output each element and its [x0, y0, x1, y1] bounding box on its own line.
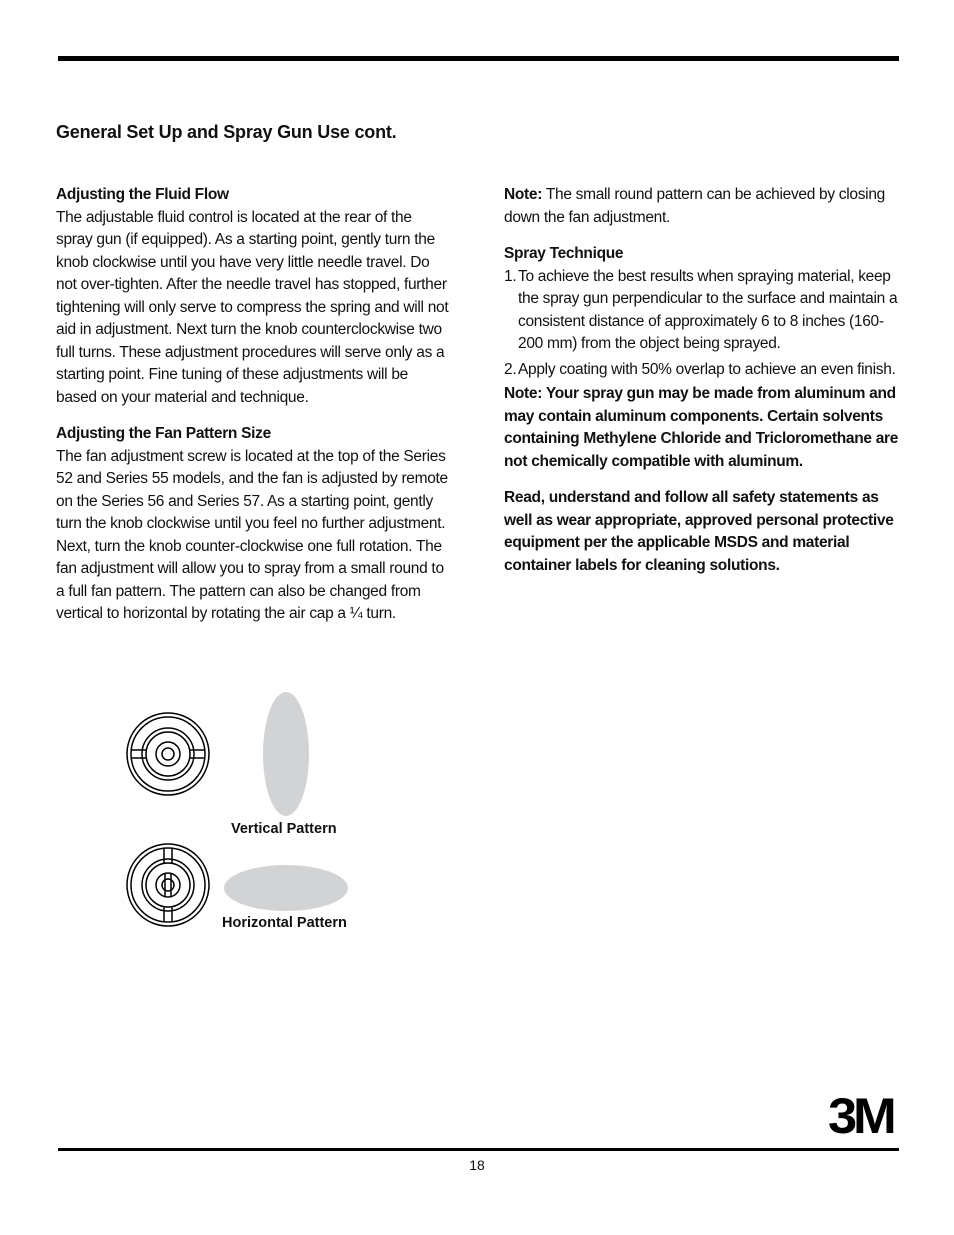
- horizontal-pattern-shape: [224, 865, 348, 911]
- fluid-flow-title: Adjusting the Fluid Flow: [56, 186, 229, 203]
- vertical-pattern-shape: [263, 692, 309, 816]
- left-column: [56, 184, 452, 626]
- safety-statement: Read, understand and follow all safety statements as well as wear appropriate, approved personal protective equipment per the applicable MSDS and material container labels for cleaning solutions.: [504, 489, 894, 574]
- brand-logo: 3M: [828, 1088, 893, 1144]
- top-rule: [58, 56, 899, 61]
- list-item-text: To achieve the best results when spraying material, keep the spray gun perpendicular to the surface and maintain a consistent distance of approximately 6 to 8 inches (160-200 mm) from the object being sprayed.: [518, 267, 898, 352]
- note-label: Note:: [504, 186, 543, 203]
- section-heading: General Set Up and Spray Gun Use cont.: [56, 122, 397, 142]
- vertical-pattern-label: Vertical Pattern: [231, 821, 337, 837]
- bottom-rule: [58, 1148, 899, 1151]
- aluminum-warning: Note: Your spray gun may be made from aluminum and may contain aluminum components. Certain solvents containing Methylene Chloride and Tricloromethane are not chemically compatible with aluminum.: [504, 385, 899, 470]
- air-cap-pattern-figure: [120, 688, 380, 938]
- note-round-pattern: [504, 184, 900, 229]
- fluid-flow-body: The adjustable fluid control is located at the rear of the spray gun (if equipped). As a starting point, gently turn the knob clockwise until you have very little needle travel. Do not over-tighten. After the needle travel has stopped, further tightening will only serve to compress the spring and will not aid in adjustment. Next turn the knob counterclockwise two full turns. These adjustment procedures will serve only as a starting point. Fine tuning of these adjustments will be based on your material and technique.: [56, 208, 449, 406]
- list-item: [504, 359, 900, 382]
- note-round-pattern-text: The small round pattern can be achieved by closing down the fan adjustment.: [504, 186, 885, 226]
- fan-pattern-title: Adjusting the Fan Pattern Size: [56, 425, 271, 442]
- spray-technique-list: [504, 266, 900, 382]
- fan-pattern-body: The fan adjustment screw is located at the top of the Series 52 and Series 55 models, and the fan is adjusted by remote on the Series 56 and Series 57. As a starting point, gently turn the knob clockwise until you feel no further adjustment. Next, turn the knob counter-clockwise one full rotation. The fan adjustment will allow you to spray from a small round to a full fan pattern. The pattern can also be changed from vertical to horizontal by rotating the air cap a ¼ turn.: [56, 447, 448, 622]
- air-cap-diagram: [120, 688, 380, 938]
- list-item-number: 1.: [504, 267, 517, 285]
- air-cap-horizontal-icon: [127, 844, 209, 926]
- spray-technique-title: Spray Technique: [504, 245, 624, 262]
- page-number: 18: [469, 1157, 485, 1173]
- horizontal-pattern-label: Horizontal Pattern: [222, 915, 347, 931]
- right-column: [504, 184, 900, 577]
- air-cap-vertical-icon: [127, 713, 209, 795]
- list-item-text: Apply coating with 50% overlap to achieve an even finish.: [518, 360, 896, 378]
- list-item-number: 2.: [504, 360, 517, 378]
- list-item: [504, 266, 900, 356]
